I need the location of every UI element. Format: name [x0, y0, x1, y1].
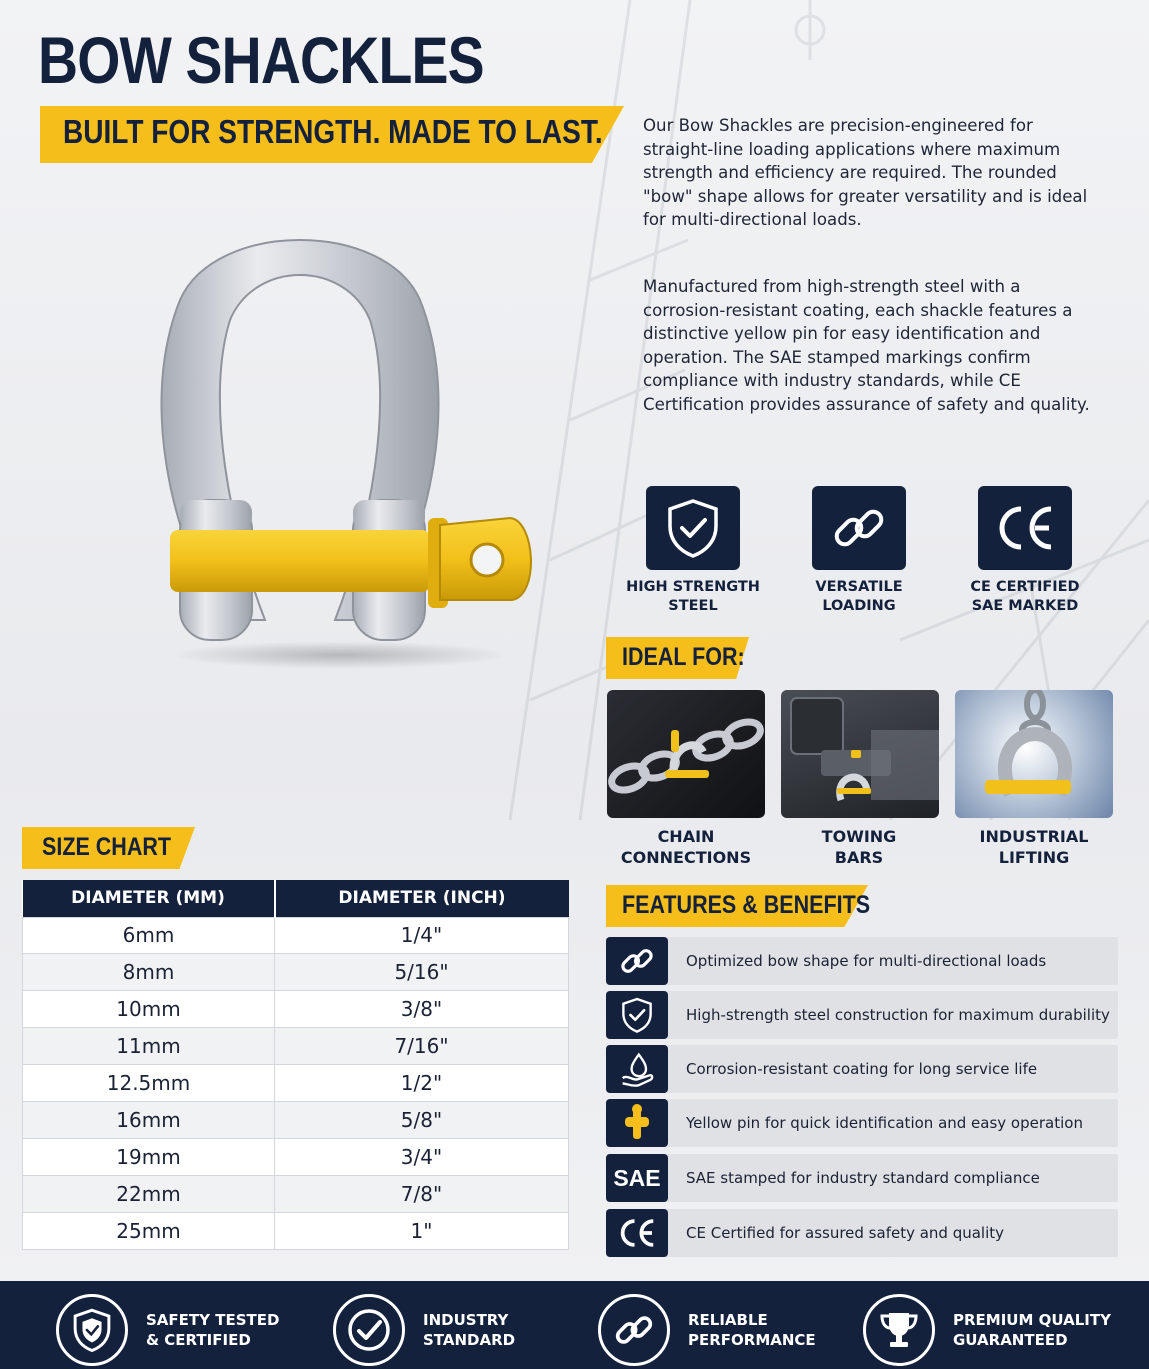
feature-row: [606, 937, 1118, 985]
cell-inch: 7/8": [275, 1175, 569, 1212]
footer-chain-badge: [598, 1294, 670, 1366]
industrial-lifting-photo: [955, 690, 1113, 818]
feature-text: Corrosion-resistant coating for long service life: [686, 1060, 1038, 1078]
table-row: [23, 991, 569, 1028]
shield-check-icon: [666, 498, 720, 558]
cell-inch: 1": [275, 1212, 569, 1249]
chain-link-icon: [612, 1308, 656, 1352]
cell-mm: 11mm: [23, 1028, 275, 1065]
feature-text: CE Certified for assured safety and quality: [686, 1224, 1005, 1242]
cell-mm: 16mm: [23, 1101, 275, 1138]
column-header-mm: DIAMETER (MM): [23, 880, 275, 917]
cell-inch: 5/16": [275, 954, 569, 991]
badge-label-high-strength: HIGH STRENGTH STEEL: [626, 579, 760, 614]
description-paragraph-2: Manufactured from high-strength steel with a corrosion-resistant coating, each shackle features a distinctive yellow pin for easy identification and operation. The SAE stamped markings confirm compliance with industry standards, while CE Certification provides assurance of safety and quality.: [643, 277, 1090, 414]
feature-text: SAE stamped for industry standard compliance: [686, 1169, 1040, 1187]
ce-mark-icon: [993, 503, 1057, 553]
feature-row: [606, 1154, 1118, 1202]
water-drop-hand-icon: [606, 1045, 668, 1093]
cell-mm: 25mm: [23, 1212, 275, 1249]
description-paragraph-1: Our Bow Shackles are precision-engineered for straight-line loading applications where maximum strength and efficiency are required. The rounded "bow" shape allows for greater versatility and is ideal for multi-directional loads.: [643, 116, 1088, 229]
cell-mm: 6mm: [23, 917, 275, 954]
table-row: [23, 1138, 569, 1175]
chain-connections-photo: [607, 690, 765, 818]
versatile-loading-badge: [812, 486, 906, 570]
table-row: [23, 954, 569, 991]
feature-row: [606, 991, 1118, 1039]
table-row: [23, 917, 569, 954]
shield-check-icon: [72, 1308, 112, 1352]
badge-label-ce: CE CERTIFIED SAE MARKED: [970, 579, 1080, 614]
cell-mm: 8mm: [23, 954, 275, 991]
size-chart-heading: SIZE CHART: [42, 833, 171, 861]
ideal-label-lifting: INDUSTRIAL LIFTING: [979, 827, 1089, 867]
table-row: [23, 1028, 569, 1065]
tagline-text: BUILT FOR STRENGTH. MADE TO LAST.: [63, 113, 603, 150]
ce-mark-icon: [606, 1209, 668, 1257]
ideal-label-towing: TOWING BARS: [821, 827, 897, 867]
feature-row: [606, 1045, 1118, 1093]
size-chart-table: [22, 880, 569, 1250]
table-row: [23, 1065, 569, 1102]
cell-inch: 7/16": [275, 1028, 569, 1065]
table-header-row: [23, 880, 569, 917]
cell-mm: 22mm: [23, 1175, 275, 1212]
feature-row: [606, 1099, 1118, 1147]
footer-trophy-badge: [863, 1294, 935, 1366]
page-title: BOW SHACKLES: [38, 23, 484, 97]
table-row: [23, 1175, 569, 1212]
bow-shackle-product-image: [140, 200, 560, 670]
footer-safety-text: SAFETY TESTED & CERTIFIED: [146, 1311, 280, 1349]
cell-inch: 1/2": [275, 1065, 569, 1102]
check-circle-icon: [346, 1307, 392, 1353]
ce-certified-badge: [978, 486, 1072, 570]
footer-reliable-text: RELIABLE PERFORMANCE: [688, 1311, 816, 1349]
ideal-label-chain: CHAIN CONNECTIONS: [620, 827, 752, 867]
table-row: [23, 1212, 569, 1249]
yellow-pin-icon: [606, 1099, 668, 1147]
footer-shield-badge: [56, 1294, 128, 1366]
cell-inch: 3/4": [275, 1138, 569, 1175]
cell-mm: 10mm: [23, 991, 275, 1028]
chain-link-icon: [829, 498, 889, 558]
cell-inch: 5/8": [275, 1101, 569, 1138]
cell-inch: 3/8": [275, 991, 569, 1028]
footer-check-badge: [333, 1294, 405, 1366]
table-row: [23, 1101, 569, 1138]
cell-mm: 19mm: [23, 1138, 275, 1175]
towing-bars-photo: [781, 690, 939, 818]
features-heading: FEATURES & BENEFITS: [622, 891, 871, 919]
sae-icon: SAE: [606, 1154, 668, 1202]
feature-text: Optimized bow shape for multi-directional loads: [686, 952, 1047, 970]
feature-text: High-strength steel construction for maximum durability: [686, 1006, 1110, 1024]
column-header-inch: DIAMETER (INCH): [275, 880, 569, 917]
trophy-icon: [877, 1308, 921, 1352]
shield-check-icon: [606, 991, 668, 1039]
footer-industry-text: INDUSTRY STANDARD: [423, 1311, 516, 1349]
feature-row: [606, 1209, 1118, 1257]
cell-mm: 12.5mm: [23, 1065, 275, 1102]
chain-link-icon: [606, 937, 668, 985]
footer-premium-text: PREMIUM QUALITY GUARANTEED: [953, 1311, 1111, 1349]
badge-label-versatile: VERSATILE LOADING: [815, 579, 903, 614]
feature-text: Yellow pin for quick identification and easy operation: [686, 1114, 1083, 1132]
ideal-for-heading: IDEAL FOR:: [622, 643, 745, 671]
cell-inch: 1/4": [275, 917, 569, 954]
high-strength-steel-badge: [646, 486, 740, 570]
